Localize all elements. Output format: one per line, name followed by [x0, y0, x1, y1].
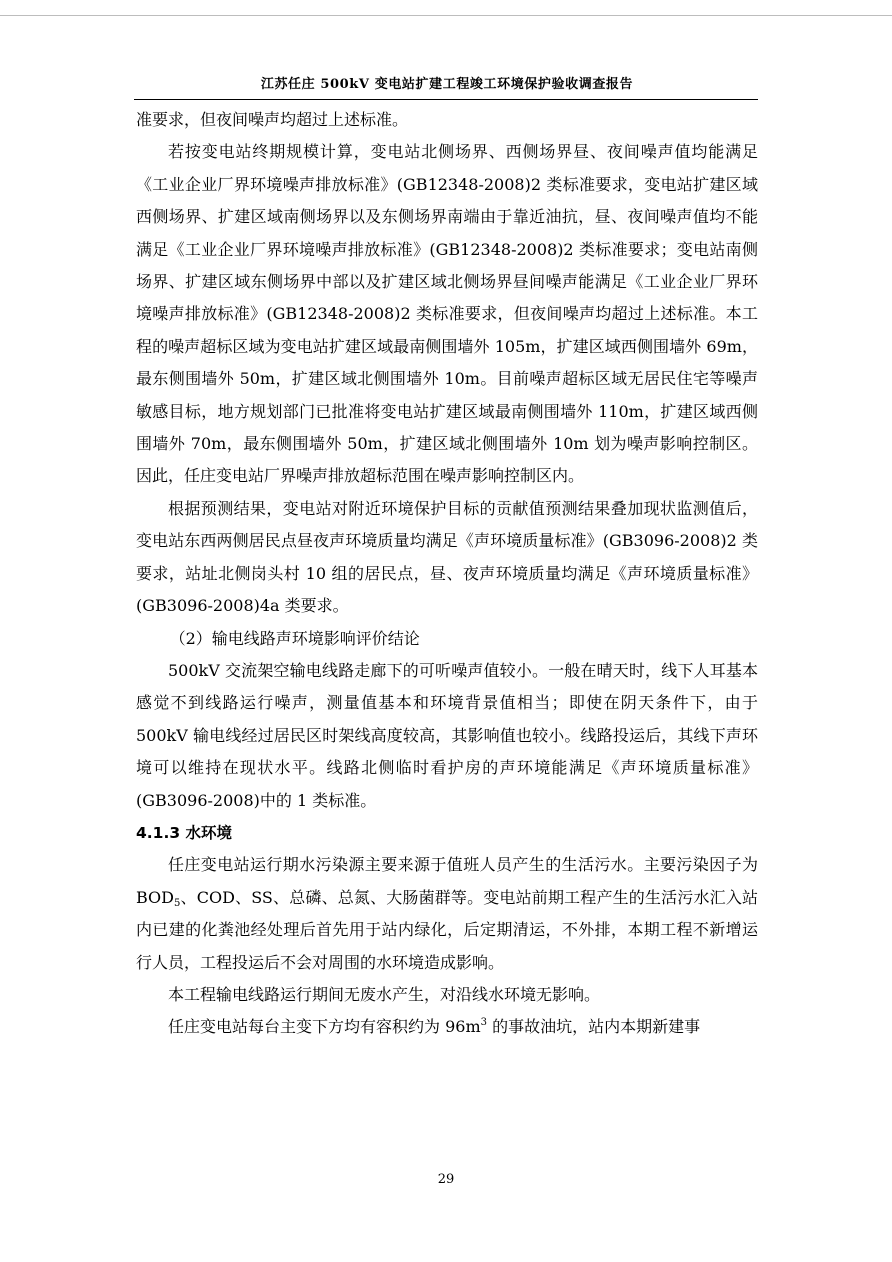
oil-pit-text-part-2: 的事故油坑，站内本期新建事 [487, 1017, 701, 1037]
paragraph-oil-pit [136, 1011, 758, 1043]
paragraph-substation-noise: 若按变电站终期规模计算，变电站北侧场界、西侧场界昼、夜间噪声值均能满足《工业企业厂界环境噪声排放标准》(GB12348-2008)2 类标准要求，变电站扩建区域西侧场界、扩建区域南侧场界以及东侧场界南端由于靠近油抗，昼、夜间噪声值均不能满足《工业企业厂界环境噪声排放标准》(GB12348-2008)2 类标准要求；变电站南侧场界、扩建区域东侧场界中部以及扩建区域北侧场界昼间噪声能满足《工业企业厂界环境噪声排放标准》(GB12348-2008)2 类标准要求，但夜间噪声均超过上述标准。本工程的噪声超标区域为变电站扩建区域最南侧围墙外 105m，扩建区域西侧围墙外 69m，最东侧围墙外 50m，扩建区域北侧围墙外 10m。目前噪声超标区域无居民住宅等噪声敏感目标，地方规划部门已批准将变电站扩建区域最南侧围墙外 110m，扩建区域西侧围墙外 70m，最东侧围墙外 50m，扩建区域北侧围墙外 10m 划为噪声影响控制区。因此，任庄变电站厂界噪声排放超标范围在噪声影响控制区内。 [136, 142, 758, 486]
paragraph-line-noise: 500kV 交流架空输电线路走廊下的可听噪声值较小。一般在晴天时，线下人耳基本感觉不到线路运行噪声，测量值基本和环境背景值相当；即使在阴天条件下，由于 500kV 输电线经过居民区时架线高度较高，其影响值也较小。线路投运后，其线下声环境可以维持在现状水平。线路北侧临时看护房的声环境能满足《声环境质量标准》(GB3096-2008)中的 1 类标准。 [136, 660, 758, 810]
page-number: 29 [437, 1172, 455, 1187]
body-text [136, 104, 758, 1044]
water-text-part-1: 任庄变电站运行期水污染源主要来源于值班人员产生的生活污水。主要污染因子为 BOD [136, 855, 758, 907]
top-edge-rule [0, 15, 892, 16]
bod-subscript: 5 [174, 897, 181, 909]
paragraph-continuation: 准要求，但夜间噪声均超过上述标准。 [136, 110, 409, 129]
subheading-line-noise: （2）输电线路声环境影响评价结论 [169, 628, 420, 648]
cubic-superscript: 3 [480, 1017, 487, 1029]
paragraph-prediction-results: 根据预测结果，变电站对附近环境保护目标的贡献值预测结果叠加现状监测值后，变电站东西两侧居民点昼夜声环境质量均满足《声环境质量标准》(GB3096-2008)2 类要求，站址北侧岗头村 10 组的居民点，昼、夜声环境质量均满足《声环境质量标准》(GB3096-2008)4a 类要求。 [136, 498, 758, 616]
section-heading-water: 4.1.3 水环境 [136, 823, 233, 842]
oil-pit-text-part-1: 任庄变电站每台主变下方均有容积约为 96m [168, 1017, 481, 1037]
water-text-part-2: 、COD、SS、总磷、总氮、大肠菌群等。变电站前期工程产生的生活污水汇入站内已建的化粪池经处理后首先用于站内绿化，后定期清运，不外排，本期工程不新增运行人员，工程投运后不会对周围的水环境造成影响。 [136, 887, 758, 972]
header-rule [134, 99, 758, 100]
running-header-title: 江苏任庄 500kV 变电站扩建工程竣工环境保护验收调查报告 [260, 77, 634, 92]
paragraph-water-pollution [136, 849, 758, 979]
paragraph-line-wastewater: 本工程输电线路运行期间无废水产生，对沿线水环境无影响。 [168, 984, 601, 1004]
